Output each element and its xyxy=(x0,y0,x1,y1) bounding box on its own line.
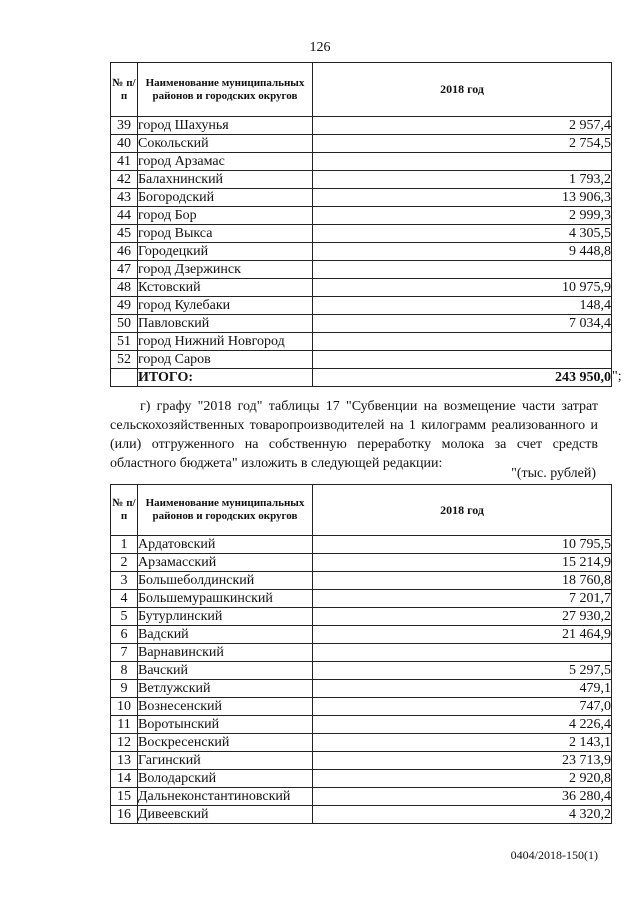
row-name: Вадский xyxy=(138,626,313,644)
row-name: город Выкса xyxy=(138,225,313,243)
table-row xyxy=(111,225,612,243)
row-value: 4 305,5 xyxy=(313,225,612,243)
header-name: Наименование муниципальных районов и городских округов xyxy=(138,485,313,536)
row-name: Богородский xyxy=(138,189,313,207)
header-num: № п/п xyxy=(111,485,138,536)
row-value: 36 280,4 xyxy=(313,788,612,806)
total-value: 243 950,0 xyxy=(313,369,612,387)
table-row xyxy=(111,752,612,770)
table-row xyxy=(111,117,612,135)
row-name: Воротынский xyxy=(138,716,313,734)
table-row xyxy=(111,662,612,680)
row-value: 10 795,5 xyxy=(313,536,612,554)
row-number: 10 xyxy=(111,698,138,716)
row-name: Павловский xyxy=(138,315,313,333)
row-name: город Саров xyxy=(138,351,313,369)
row-name: город Бор xyxy=(138,207,313,225)
row-number: 48 xyxy=(111,279,138,297)
table-row xyxy=(111,243,612,261)
total-label: ИТОГО: xyxy=(138,369,313,387)
row-value: 2 920,8 xyxy=(313,770,612,788)
table-row xyxy=(111,153,612,171)
row-number: 2 xyxy=(111,554,138,572)
row-number: 49 xyxy=(111,297,138,315)
table-row xyxy=(111,734,612,752)
row-number: 52 xyxy=(111,351,138,369)
row-number: 7 xyxy=(111,644,138,662)
table-row xyxy=(111,351,612,369)
header-num: № п/п xyxy=(111,63,138,117)
table-row xyxy=(111,680,612,698)
table-row xyxy=(111,572,612,590)
row-value: 23 713,9 xyxy=(313,752,612,770)
row-value: 9 448,8 xyxy=(313,243,612,261)
row-name: город Кулебаки xyxy=(138,297,313,315)
row-number: 42 xyxy=(111,171,138,189)
table-row xyxy=(111,189,612,207)
row-value: 27 930,2 xyxy=(313,608,612,626)
row-name: Балахнинский xyxy=(138,171,313,189)
row-number: 6 xyxy=(111,626,138,644)
row-number: 46 xyxy=(111,243,138,261)
row-value: 15 214,9 xyxy=(313,554,612,572)
row-number: 8 xyxy=(111,662,138,680)
row-value: 21 464,9 xyxy=(313,626,612,644)
row-value: 18 760,8 xyxy=(313,572,612,590)
table-row xyxy=(111,315,612,333)
amendment-text: г) графу "2018 год" таблицы 17 "Субвенции на возмещение части затрат сельскохозяйственных товаропроизводителей на 1 килограмм реализованного и (или) отгруженного на собственную переработку молока за счет средств областного бюджета" изложить в следующей редакции: xyxy=(110,399,598,471)
row-value: 7 034,4 xyxy=(313,315,612,333)
table-row xyxy=(111,770,612,788)
row-number: 16 xyxy=(111,806,138,824)
table-row xyxy=(111,806,612,824)
row-name: город Шахунья xyxy=(138,117,313,135)
row-number: 40 xyxy=(111,135,138,153)
row-value xyxy=(313,261,612,279)
row-value xyxy=(313,153,612,171)
row-number: 1 xyxy=(111,536,138,554)
row-value: 13 906,3 xyxy=(313,189,612,207)
row-value: 2 957,4 xyxy=(313,117,612,135)
table-header-row xyxy=(111,63,612,117)
subvention-table-17 xyxy=(110,484,612,824)
header-year: 2018 год xyxy=(313,485,612,536)
row-number: 47 xyxy=(111,261,138,279)
table-row xyxy=(111,644,612,662)
subvention-table-continued xyxy=(110,62,612,387)
row-value: 4 320,2 xyxy=(313,806,612,824)
page-number: 126 xyxy=(309,40,331,55)
table-row xyxy=(111,261,612,279)
row-value: 7 201,7 xyxy=(313,590,612,608)
row-name: Городецкий xyxy=(138,243,313,261)
row-value: 747,0 xyxy=(313,698,612,716)
row-value: 2 143,1 xyxy=(313,734,612,752)
table-row xyxy=(111,207,612,225)
row-number: 5 xyxy=(111,608,138,626)
table-row xyxy=(111,590,612,608)
row-name: город Дзержинск xyxy=(138,261,313,279)
row-name: Кстовский xyxy=(138,279,313,297)
row-name: город Нижний Новгород xyxy=(138,333,313,351)
row-value: 10 975,9 xyxy=(313,279,612,297)
row-name: Воскресенский xyxy=(138,734,313,752)
total-row xyxy=(111,369,612,387)
table-header-row xyxy=(111,485,612,536)
row-name: Вачский xyxy=(138,662,313,680)
row-number: 13 xyxy=(111,752,138,770)
units-label: "(тыс. рублей) xyxy=(511,466,596,481)
table-row xyxy=(111,698,612,716)
table-row xyxy=(111,135,612,153)
row-name: город Арзамас xyxy=(138,153,313,171)
row-number: 11 xyxy=(111,716,138,734)
row-number: 14 xyxy=(111,770,138,788)
amendment-paragraph xyxy=(110,397,598,473)
row-name: Володарский xyxy=(138,770,313,788)
table-row xyxy=(111,279,612,297)
row-value: 148,4 xyxy=(313,297,612,315)
row-value: 479,1 xyxy=(313,680,612,698)
row-number: 44 xyxy=(111,207,138,225)
row-value xyxy=(313,333,612,351)
row-value: 1 793,2 xyxy=(313,171,612,189)
row-name: Арзамасский xyxy=(138,554,313,572)
header-name: Наименование муниципальных районов и городских округов xyxy=(138,63,313,117)
closing-quote: "; xyxy=(612,369,622,384)
row-number: 4 xyxy=(111,590,138,608)
row-number: 39 xyxy=(111,117,138,135)
table-row xyxy=(111,626,612,644)
table-row xyxy=(111,171,612,189)
row-name: Дальнеконстантиновский xyxy=(138,788,313,806)
row-number: 41 xyxy=(111,153,138,171)
row-value: 5 297,5 xyxy=(313,662,612,680)
row-name: Бутурлинский xyxy=(138,608,313,626)
row-number: 50 xyxy=(111,315,138,333)
row-name: Большемурашкинский xyxy=(138,590,313,608)
row-value: 2 999,3 xyxy=(313,207,612,225)
table-row xyxy=(111,608,612,626)
row-name: Вознесенский xyxy=(138,698,313,716)
row-number: 12 xyxy=(111,734,138,752)
table-row xyxy=(111,333,612,351)
row-value xyxy=(313,351,612,369)
row-name: Ардатовский xyxy=(138,536,313,554)
table-row xyxy=(111,554,612,572)
row-number: 3 xyxy=(111,572,138,590)
row-name: Ветлужский xyxy=(138,680,313,698)
row-number: 51 xyxy=(111,333,138,351)
row-value: 4 226,4 xyxy=(313,716,612,734)
row-value xyxy=(313,644,612,662)
row-number: 45 xyxy=(111,225,138,243)
row-name: Гагинский xyxy=(138,752,313,770)
table-row xyxy=(111,536,612,554)
table-row xyxy=(111,297,612,315)
row-name: Дивеевский xyxy=(138,806,313,824)
row-name: Большеболдинский xyxy=(138,572,313,590)
table-row xyxy=(111,716,612,734)
row-value: 2 754,5 xyxy=(313,135,612,153)
table-row xyxy=(111,788,612,806)
document-code: 0404/2018-150(1) xyxy=(510,848,598,862)
row-number: 43 xyxy=(111,189,138,207)
row-name: Варнавинский xyxy=(138,644,313,662)
row-number: 15 xyxy=(111,788,138,806)
row-name: Сокольский xyxy=(138,135,313,153)
row-number: 9 xyxy=(111,680,138,698)
total-num-cell xyxy=(111,369,138,387)
header-year: 2018 год xyxy=(313,63,612,117)
